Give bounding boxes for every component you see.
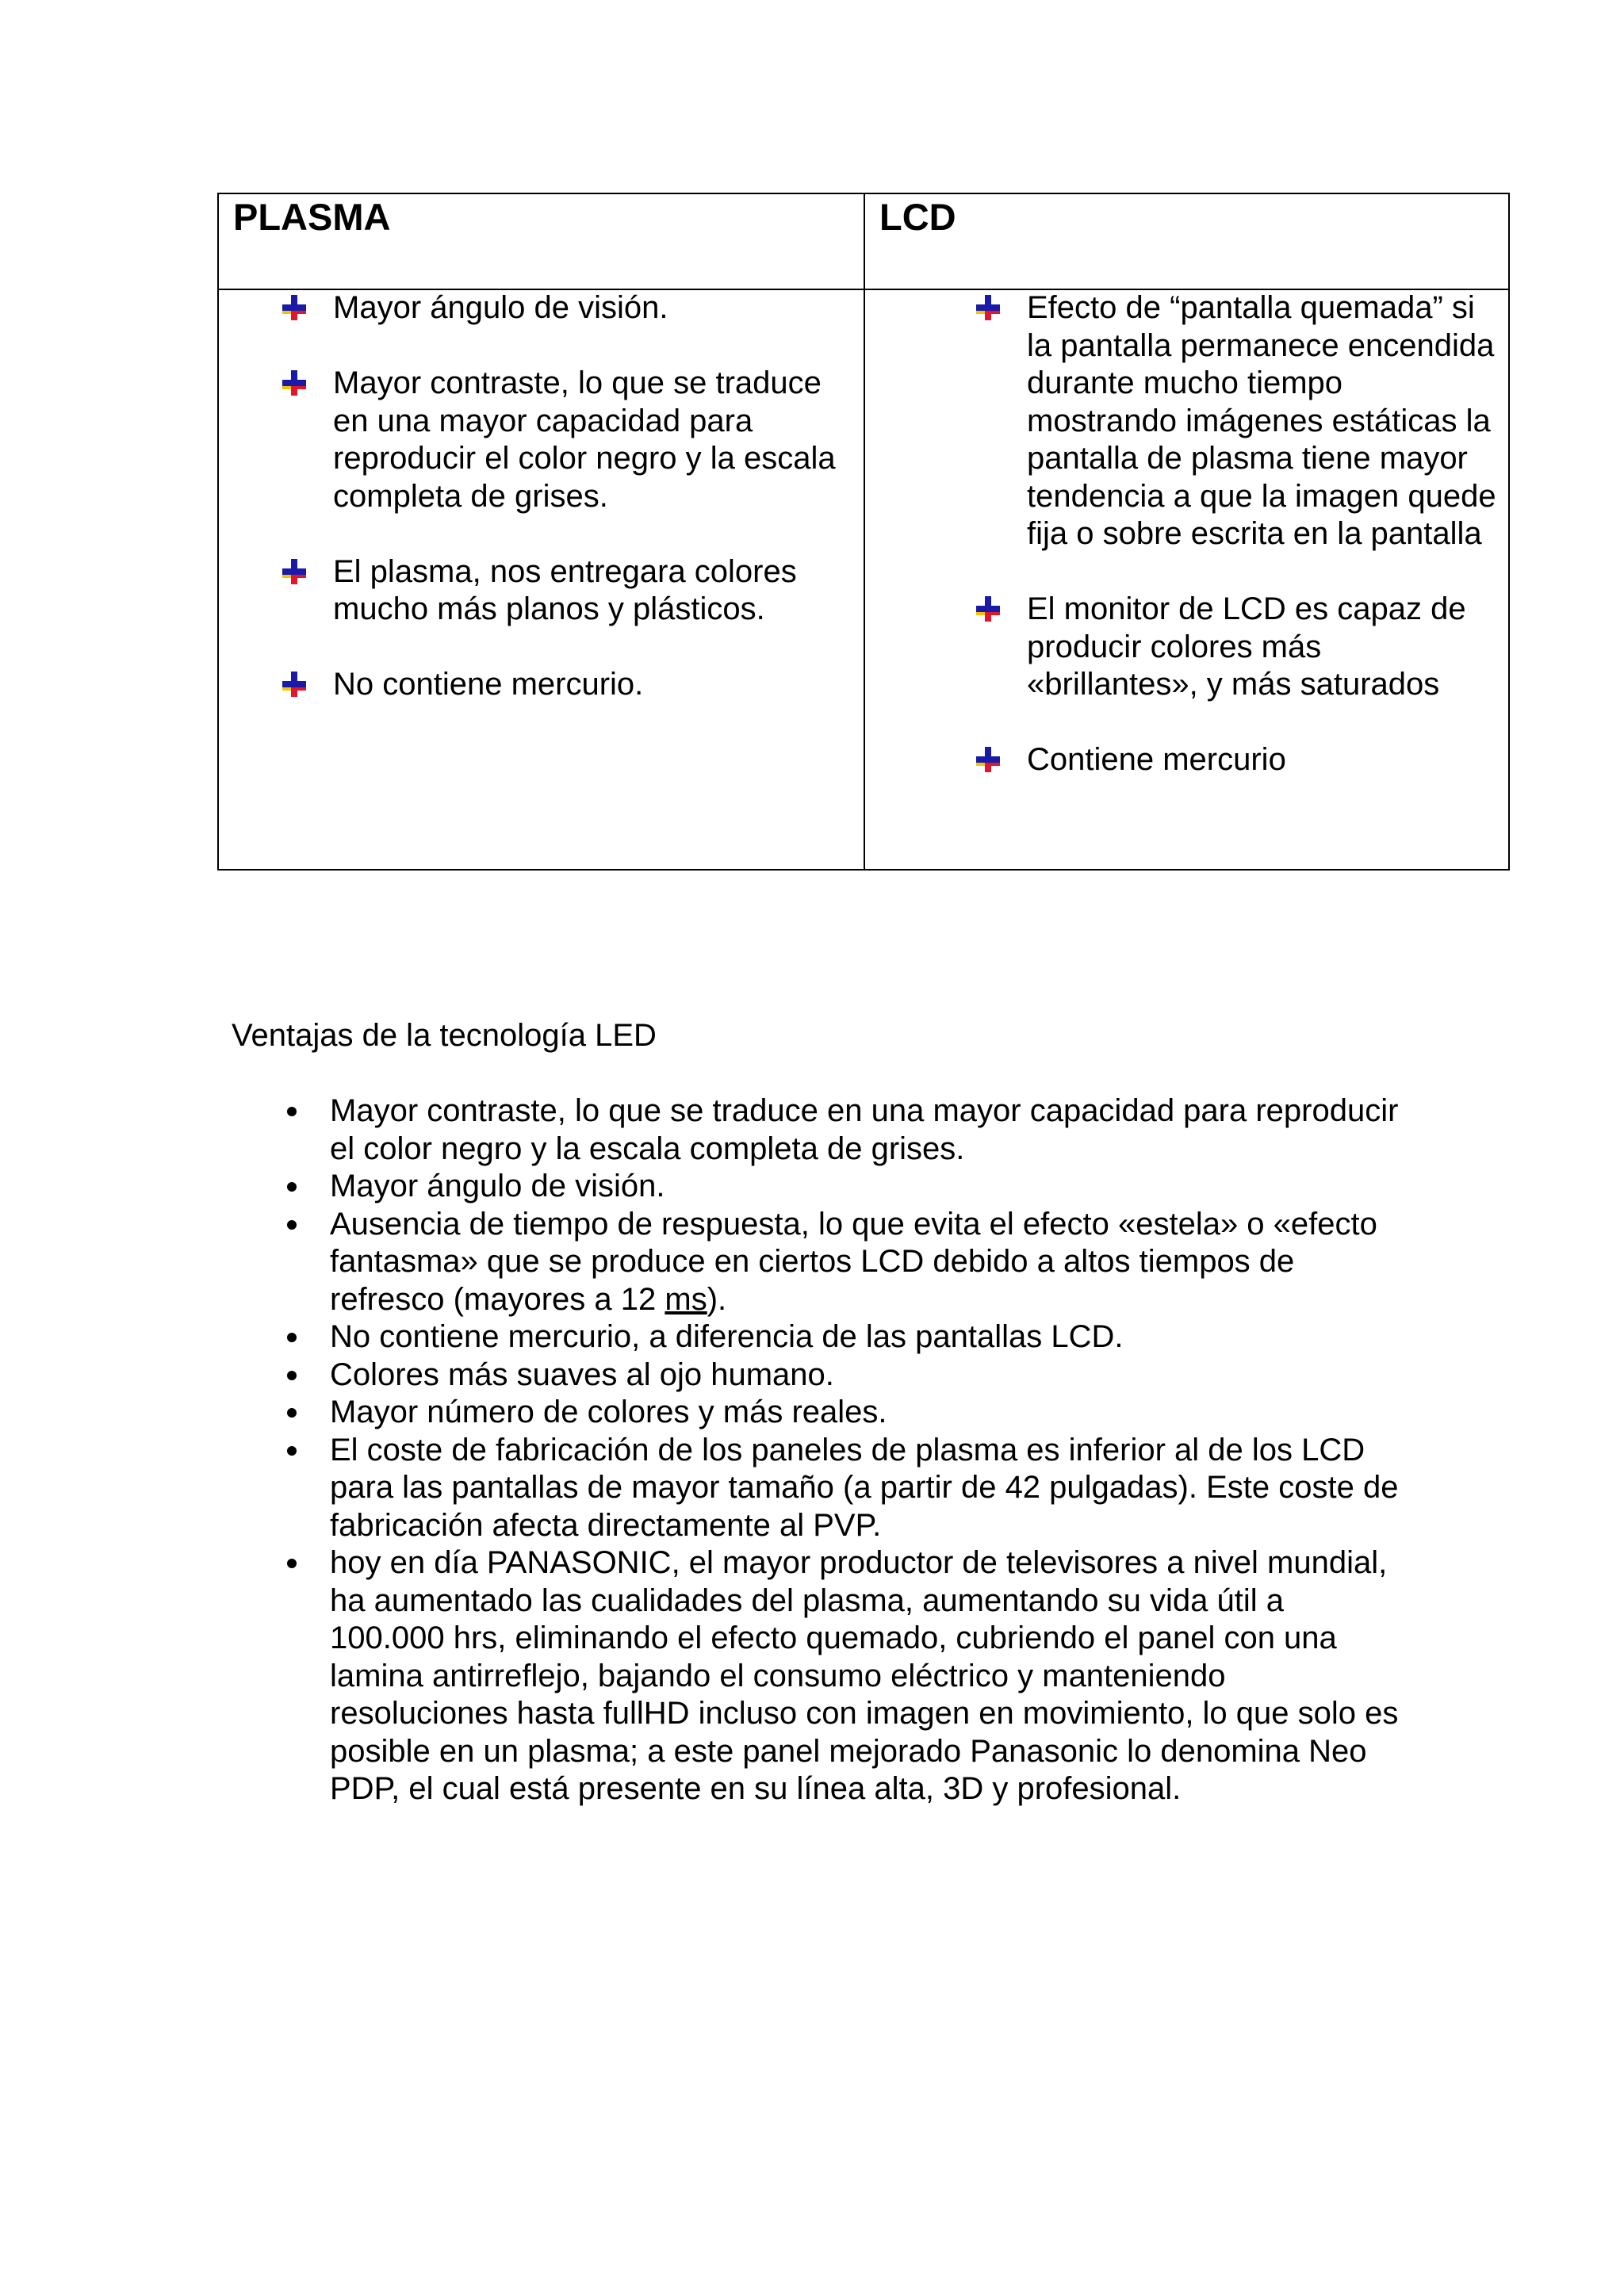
lcd-list xyxy=(976,289,1500,779)
list-item-text: El coste de fabricación de los paneles de plasma es inferior al de los LCD para las pantallas de mayor tamaño (a partir de 42 pulgadas). Este coste de fabricación afecta directamente al PVP. xyxy=(330,1432,1399,1543)
list-item xyxy=(232,1394,1405,1432)
bullet-dot-icon xyxy=(287,1220,297,1230)
comparison-table xyxy=(217,193,1510,871)
plasma-item xyxy=(282,289,837,327)
bullet-dot-icon xyxy=(287,1107,297,1116)
plasma-header: PLASMA xyxy=(233,196,391,238)
list-item-text: No contiene mercurio, a diferencia de las pantallas LCD. xyxy=(330,1319,1124,1354)
lcd-item-text: Contiene mercurio xyxy=(1027,742,1286,777)
plasma-item xyxy=(282,553,837,629)
list-item xyxy=(232,1093,1405,1168)
cross-bullet-icon xyxy=(976,747,1000,772)
plasma-item xyxy=(282,365,837,515)
list-item-text: hoy en día PANASONIC, el mayor productor de televisores a nivel mundial, ha aumentado las cualidades del plasma, aumentando su vida útil a 100.000 hrs, eliminando el efecto quemado, cubriendo el panel con una lamina antirreflejo, bajando el consumo eléctrico y manteniendo resoluciones hasta fullHD incluso con imagen en movimiento, lo que solo es posible en un plasma; a este panel mejorado Panasonic lo denomina Neo PDP, el cual está presente en su línea alta, 3D y profesional. xyxy=(330,1545,1399,1806)
list-item-text: Mayor ángulo de visión. xyxy=(330,1169,665,1203)
lcd-item xyxy=(976,289,1500,553)
list-item-text: Ausencia de tiempo de respuesta, lo que evita el efecto «estela» o «efecto fantasma» que se produce en ciertos LCD debido a altos tiempos de refresco (mayores a 12 xyxy=(330,1206,1377,1317)
list-item xyxy=(232,1357,1405,1395)
bullet-dot-icon xyxy=(287,1333,297,1342)
list-item-text: Mayor número de colores y más reales. xyxy=(330,1395,887,1429)
list-item-text: Colores más suaves al ojo humano. xyxy=(330,1357,834,1392)
led-advantages-list xyxy=(232,1093,1405,1808)
bullet-dot-icon xyxy=(287,1446,297,1456)
lcd-item xyxy=(976,591,1500,704)
plasma-item xyxy=(282,666,837,704)
list-item xyxy=(232,1206,1405,1319)
bullet-dot-icon xyxy=(287,1182,297,1192)
list-item-text: Mayor contraste, lo que se traduce en una mayor capacidad para reproducir el color negro y la escala completa de grises. xyxy=(330,1093,1399,1166)
led-section-heading: Ventajas de la tecnología LED xyxy=(232,1018,657,1053)
lcd-item xyxy=(976,741,1500,779)
plasma-item-text: Mayor ángulo de visión. xyxy=(333,290,668,325)
list-item xyxy=(232,1168,1405,1206)
plasma-item-text: El plasma, nos entregara colores mucho más planos y plásticos. xyxy=(333,553,797,626)
column-divider xyxy=(864,194,865,869)
lcd-header: LCD xyxy=(879,196,956,238)
bullet-dot-icon xyxy=(287,1371,297,1380)
plasma-list xyxy=(282,289,837,704)
list-item xyxy=(232,1318,1405,1357)
list-item xyxy=(232,1432,1405,1545)
list-item xyxy=(232,1544,1405,1808)
lcd-item-text: Efecto de “pantalla quemada” si la pantalla permanece encendida durante mucho tiempo mostrando imágenes estáticas la pantalla de plasma tiene mayor tendencia a que la imagen quede fija o sobre escrita en la pantalla xyxy=(1027,290,1496,551)
ms-link[interactable]: ms xyxy=(665,1281,707,1317)
cross-bullet-icon xyxy=(282,672,306,697)
lcd-item-text: El monitor de LCD es capaz de producir colores más «brillantes», y más saturados xyxy=(1027,591,1466,702)
bullet-dot-icon xyxy=(287,1559,297,1568)
list-item-suffix: ). xyxy=(707,1281,727,1317)
cross-bullet-icon xyxy=(976,295,1000,320)
cross-bullet-icon xyxy=(282,370,306,396)
plasma-item-text: No contiene mercurio. xyxy=(333,667,644,702)
bullet-dot-icon xyxy=(287,1408,297,1418)
plasma-item-text: Mayor contraste, lo que se traduce en una mayor capacidad para reproducir el color negro y la escala completa de grises. xyxy=(333,365,836,514)
cross-bullet-icon xyxy=(976,596,1000,622)
cross-bullet-icon xyxy=(282,295,306,320)
cross-bullet-icon xyxy=(282,559,306,584)
